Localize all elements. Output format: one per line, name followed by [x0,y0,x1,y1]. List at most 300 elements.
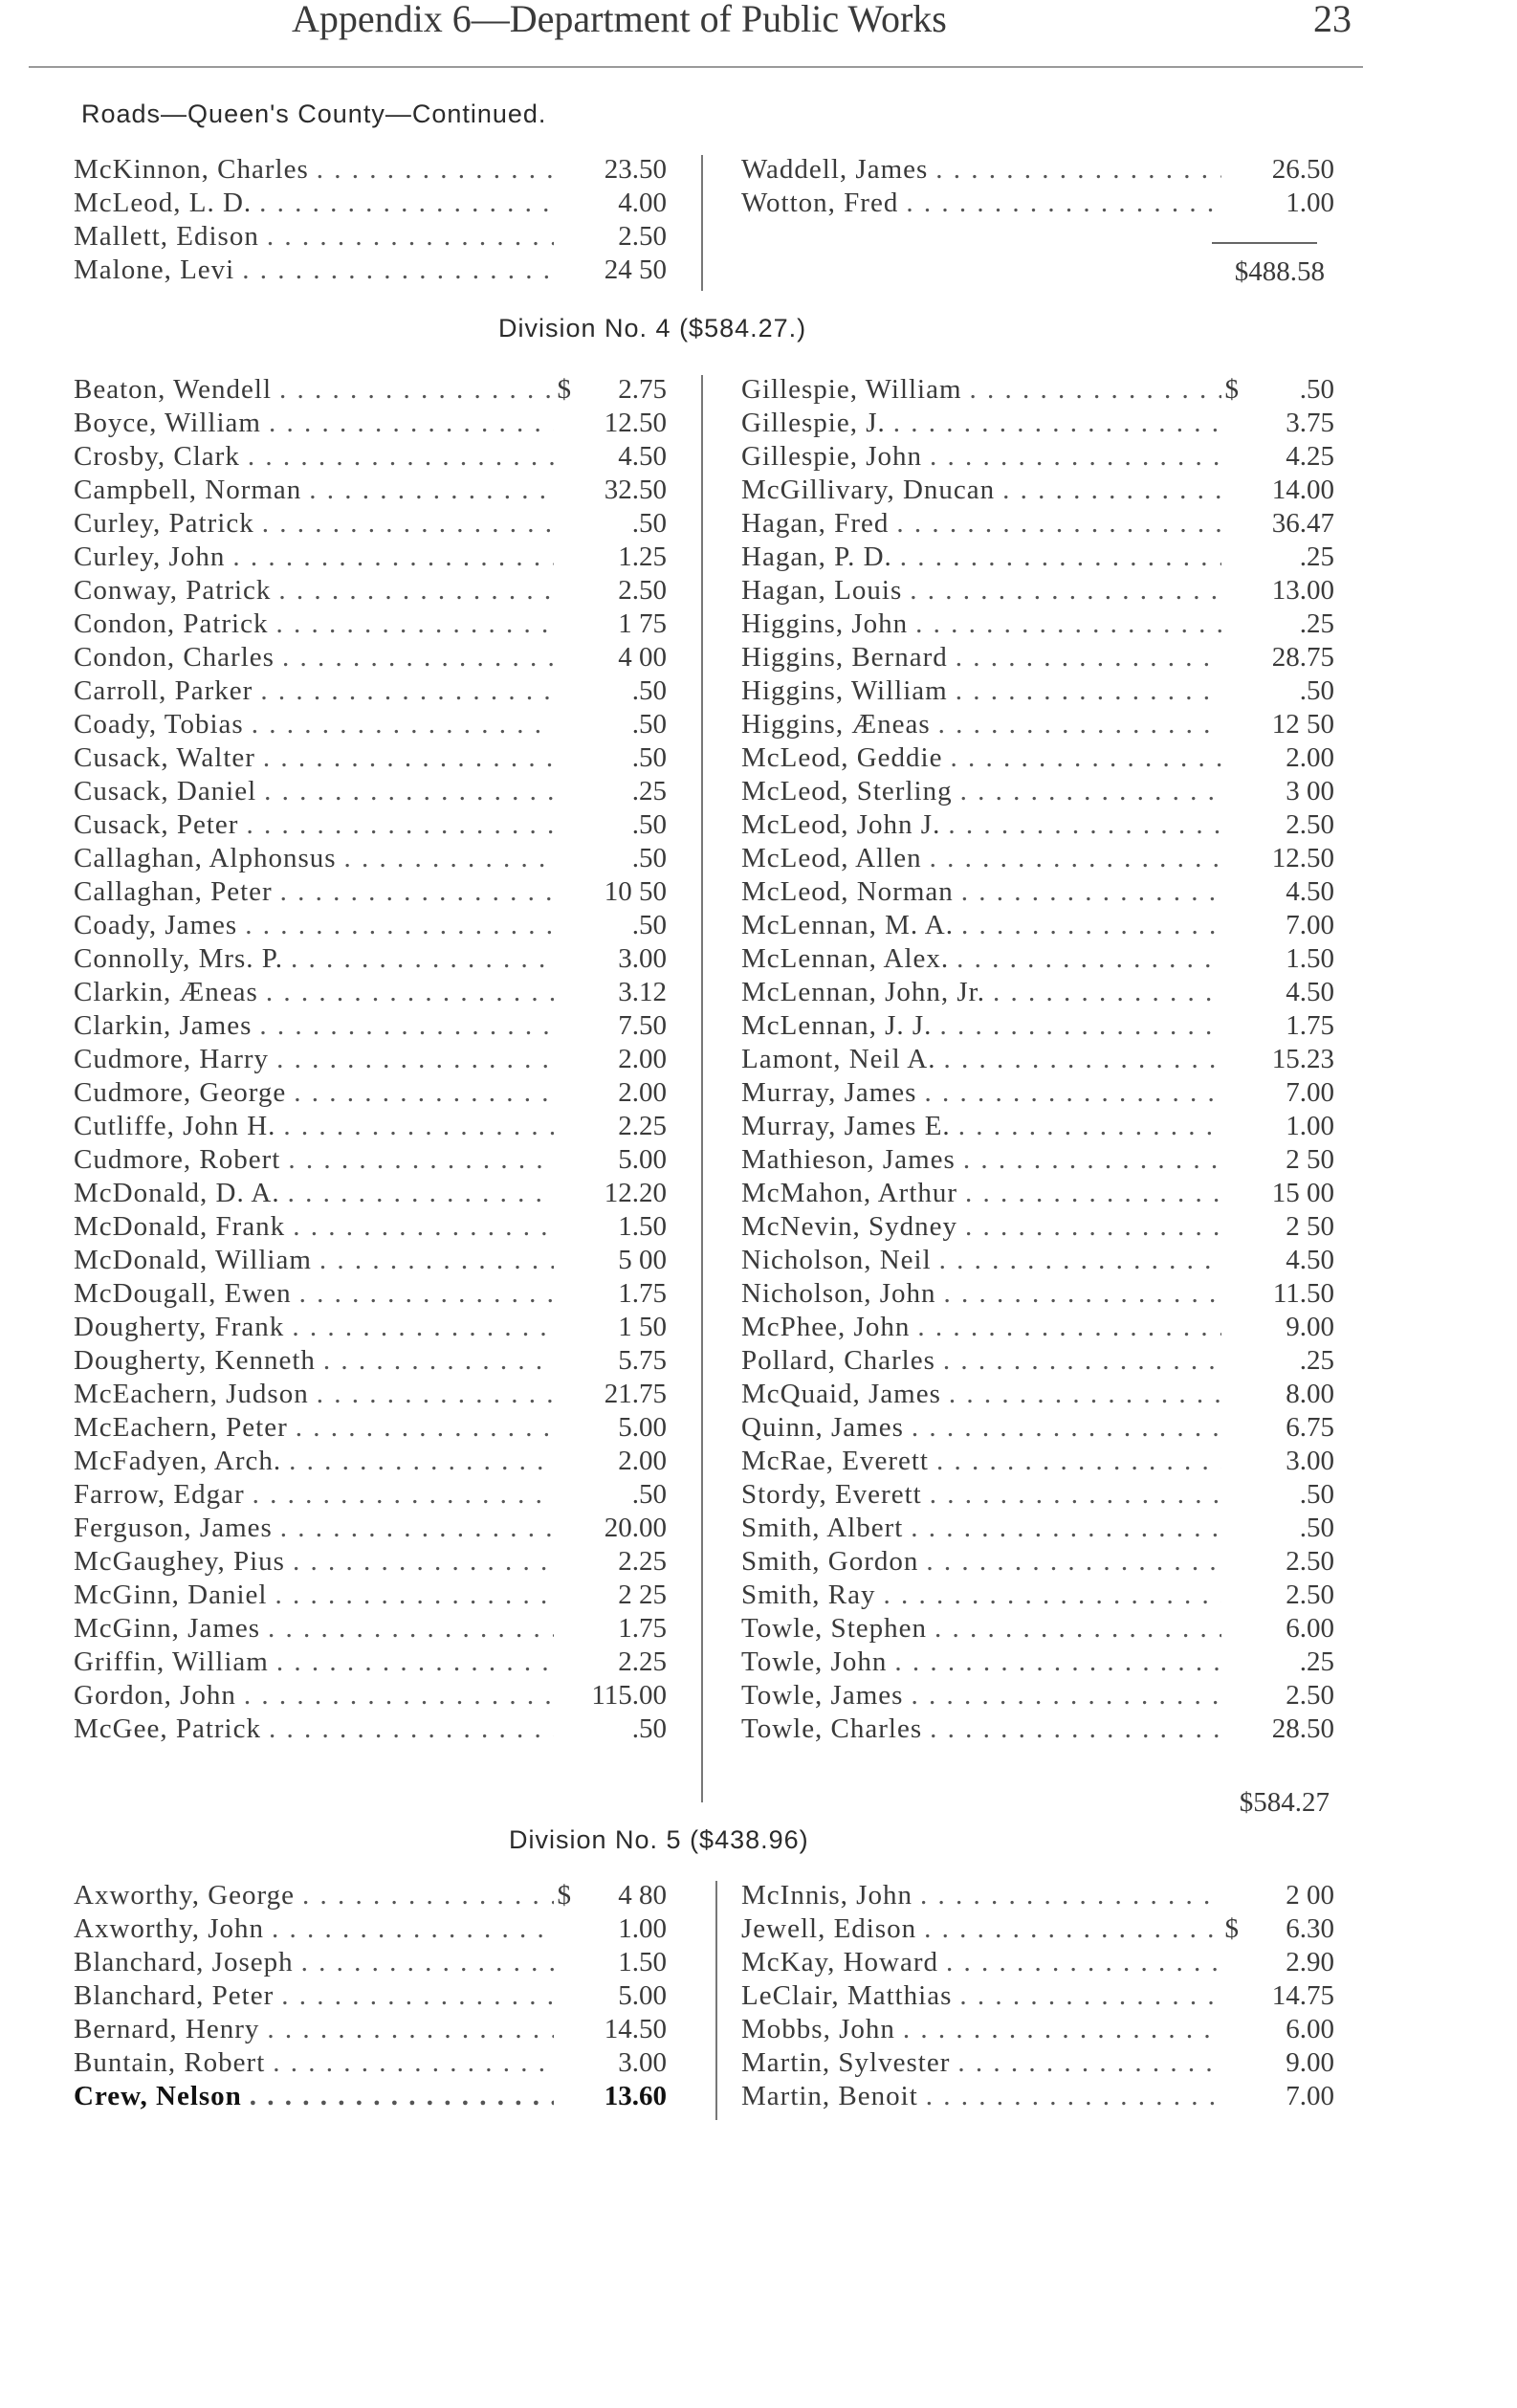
entry-name: Conway, Patrick [74,575,272,606]
entry-name: Bernard, Henry [74,2014,260,2044]
leader-dots [301,474,554,507]
entry-amount: 32.50 [604,475,667,505]
list-item [741,373,1334,407]
entry-amount: 5.00 [618,1144,667,1175]
entry-name: Curley, Patrick [74,508,254,539]
list-item [741,1879,1334,1912]
entry-name: McDonald, Frank [74,1211,286,1242]
entry-amount: 6.75 [1286,1412,1334,1443]
entry-name: McLeod, Allen [741,843,922,873]
section-heading-roads: Roads—Queen's County—Continued. [81,99,547,128]
entry-amount: .25 [1299,1646,1334,1677]
entry-name: Clarkin, James [74,1010,253,1041]
list-item [741,507,1334,541]
entry-amount: 115.00 [591,1680,667,1711]
division-5-right-list [741,1879,1334,2113]
list-item [74,407,667,440]
entry-amount: 1.75 [618,1613,667,1644]
leader-dots [956,1143,1221,1177]
entry-amount: 2.50 [1286,1580,1334,1610]
leader-dots [256,775,554,808]
entry-amount: 2.75 [618,374,667,405]
leader-dots [252,187,554,220]
leader-dots [271,574,554,608]
leader-dots [236,1679,554,1712]
leader-dots [337,842,554,875]
entry-name: Smith, Ray [741,1580,876,1610]
division-4-right-list [741,373,1334,1746]
list-item [74,474,667,507]
entry-name: McPhee, John [741,1312,911,1342]
leader-dots [916,1912,1221,1946]
entry-name: Towle, Charles [741,1713,923,1744]
entry-name: Higgins, John [741,608,909,639]
list-item [741,2046,1334,2080]
entry-name: Nicholson, Neil [741,1245,932,1275]
page-header [29,0,1368,42]
entry-name: Martin, Benoit [741,2081,918,2111]
list-item [74,373,667,407]
entry-amount: 6.00 [1286,1613,1334,1644]
list-item [741,808,1334,842]
list-item [74,440,667,474]
entry-amount: 14.00 [1271,475,1334,505]
entry-amount: 5.00 [618,1980,667,2011]
entry-amount: .50 [631,1479,667,1510]
list-item [74,1445,667,1478]
entry-name: Ferguson, James [74,1513,273,1543]
leader-dots [954,909,1221,942]
leader-dots [285,1210,554,1244]
leader-dots [245,1478,554,1512]
leader-dots [309,153,554,187]
entry-amount: 4.50 [1286,1245,1334,1275]
column-divider [715,1881,717,2120]
list-item [741,708,1334,741]
entry-name: Crosby, Clark [74,441,240,472]
entry-amount: 7.50 [618,1010,667,1041]
list-item [741,1143,1334,1177]
list-item [74,976,667,1009]
leader-dots [932,1009,1221,1043]
entry-amount: 7.00 [1286,1077,1334,1108]
entry-amount: 2 50 [1286,1144,1334,1175]
section-heading-division-4: Division No. 4 ($584.27.) [498,314,807,342]
leader-dots [886,407,1221,440]
list-item [741,1579,1334,1612]
entry-amount: .50 [631,675,667,706]
entry-name: Callaghan, Peter [74,876,273,907]
entry-name: McLeod, Sterling [741,776,953,806]
entry-amount: 1.50 [618,1947,667,1977]
list-item [741,541,1334,574]
entry-amount: 2.25 [618,1111,667,1141]
entry-amount: 12.20 [604,1178,667,1208]
entry-amount: 3.00 [618,2047,667,2078]
list-item [74,1110,667,1143]
leader-dots [273,875,554,909]
entry-name: Hagan, Louis [741,575,903,606]
entry-name: Malone, Levi [74,254,235,285]
entry-name: McDonald, D. A. [74,1178,280,1208]
leader-dots [903,1679,1221,1712]
leader-dots [264,1912,554,1946]
leader-dots [952,1979,1221,2013]
list-item [741,153,1334,187]
entry-name: Cudmore, Robert [74,1144,281,1175]
leader-dots [895,2013,1221,2046]
list-item [74,741,667,775]
entry-amount: .50 [631,809,667,840]
list-item [741,407,1334,440]
list-item [74,1210,667,1244]
entry-amount: 1.75 [1286,1010,1334,1041]
list-item [74,254,667,287]
leader-dots [957,1210,1221,1244]
entry-name: Mobbs, John [741,2014,895,2044]
list-item [74,942,667,976]
leader-dots [962,373,1221,407]
division-4-left-list [74,373,667,1746]
entry-name: McKinnon, Charles [74,154,309,185]
entry-name: McDonald, William [74,1245,312,1275]
entry-name: Towle, James [741,1680,904,1711]
list-item [74,708,667,741]
entry-amount: .25 [1299,608,1334,639]
leader-dots [887,1646,1221,1679]
leader-dots [261,1712,554,1746]
entry-name: McEachern, Peter [74,1412,288,1443]
leader-dots [995,474,1221,507]
entry-name: Waddell, James [741,154,929,185]
entry-amount: 1 50 [618,1312,667,1342]
leader-dots [261,407,554,440]
list-item [74,541,667,574]
leader-dots [932,1244,1221,1277]
list-item [741,1009,1334,1043]
entry-name: McLennan, Alex. [741,943,950,974]
entry-amount: 14.75 [1271,1980,1334,2011]
entry-amount: 1.00 [1286,188,1334,218]
entry-amount: 2 25 [618,1580,667,1610]
entry-amount: 2 00 [1286,1880,1334,1911]
list-item [74,507,667,541]
leader-dots [892,541,1221,574]
leader-dots [918,1545,1221,1579]
list-item [74,1912,667,1946]
leader-dots [889,507,1221,541]
entry-name: Axworthy, John [74,1913,265,1944]
entry-amount: 7.00 [1286,2081,1334,2111]
leader-dots [260,1612,554,1646]
list-item [741,909,1334,942]
leader-dots [928,153,1221,187]
entry-name: McDougall, Ewen [74,1278,292,1309]
entry-name: Coady, James [74,910,238,940]
leader-dots [272,373,554,407]
entry-amount: 2.50 [1286,809,1334,840]
entry-name: McGinn, Daniel [74,1580,268,1610]
entry-amount: 5.00 [618,1412,667,1443]
entry-amount: 3.12 [618,977,667,1007]
entry-amount: 4.50 [618,441,667,472]
entry-amount: 4.50 [1286,876,1334,907]
list-item [741,1076,1334,1110]
entry-amount: 13.60 [604,2081,667,2111]
entry-name: McLennan, M. A. [741,910,954,940]
entry-amount: 2.00 [1286,742,1334,773]
list-item [74,1378,667,1411]
leader-dots [286,1076,554,1110]
entry-name: Mallett, Edison [74,221,259,252]
list-item [74,1579,667,1612]
entry-name: Dougherty, Frank [74,1312,285,1342]
entry-amount: 26.50 [1271,154,1334,185]
entry-amount: 12 50 [1271,709,1334,740]
entry-amount: .50 [1299,374,1334,405]
list-item [741,1912,1334,1946]
entry-name: Curley, John [74,541,226,572]
entry-name: Hagan, Fred [741,508,890,539]
list-item [74,1712,667,1746]
leader-dots [922,440,1221,474]
entry-name: Quinn, James [741,1412,904,1443]
leader-dots [938,1946,1221,1979]
entry-amount: .50 [631,709,667,740]
division-4-total: $584.27 [1239,1787,1330,1818]
entry-name: Towle, Stephen [741,1613,927,1644]
entry-name: Blanchard, Joseph [74,1947,294,1977]
leader-dots [269,1043,554,1076]
entry-name: McLeod, John J. [741,809,941,840]
leader-dots [259,220,554,254]
list-item [741,641,1334,674]
entry-amount: 2.00 [618,1077,667,1108]
list-item [741,674,1334,708]
entry-amount: 20.00 [604,1513,667,1543]
entry-name: McGinn, James [74,1613,261,1644]
entry-amount: 9.00 [1286,2047,1334,2078]
entry-amount: 4 80 [618,1880,667,1911]
entry-name: Towle, John [741,1646,888,1677]
list-item [741,1979,1334,2013]
entry-name: McQuaid, James [741,1379,941,1409]
leader-dots [280,1143,554,1177]
leader-dots [903,1512,1221,1545]
list-item [74,574,667,608]
entry-amount: 8.00 [1286,1379,1334,1409]
entry-amount: 1.25 [618,541,667,572]
leader-dots [280,1177,554,1210]
entry-name: McLennan, J. J. [741,1010,933,1041]
entry-name: Lamont, Neil A. [741,1044,936,1074]
leader-dots [912,1879,1221,1912]
entry-amount: 2.25 [618,1646,667,1677]
sum-rule [1212,242,1317,244]
entry-name: Connolly, Mrs. P. [74,943,283,974]
entry-amount: 4.00 [618,188,667,218]
entry-amount: 2 50 [1286,1211,1334,1242]
entry-name: Callaghan, Alphonsus [74,843,337,873]
list-item [741,1946,1334,1979]
leader-dots [876,1579,1221,1612]
list-item [741,1679,1334,1712]
entry-name: Smith, Albert [741,1513,904,1543]
list-item [741,2013,1334,2046]
list-item [741,1512,1334,1545]
column-divider [701,375,703,1802]
entry-amount: 3.75 [1286,408,1334,438]
leader-dots [316,1344,554,1378]
entry-amount: 36.47 [1271,508,1334,539]
entry-amount: .50 [1299,675,1334,706]
list-item [741,574,1334,608]
entry-amount: 15 00 [1271,1178,1334,1208]
entry-name: Murray, James E. [741,1111,951,1141]
list-item [74,1946,667,1979]
list-item [74,641,667,674]
list-item [741,1378,1334,1411]
entry-amount: 4 00 [618,642,667,673]
entry-amount: 21.75 [604,1379,667,1409]
leader-dots [275,1110,554,1143]
leader-dots [234,254,554,287]
entry-name: Jewell, Edison [741,1913,917,1944]
entry-amount: 1 75 [618,608,667,639]
entry-name: Axworthy, George [74,1880,296,1911]
leader-dots [916,1076,1221,1110]
list-item [74,909,667,942]
page-number: 23 [1313,0,1352,40]
entry-amount: 2.50 [1286,1680,1334,1711]
list-item [741,1210,1334,1244]
entry-name: Cudmore, George [74,1077,287,1108]
list-item [74,187,667,220]
leader-dots [273,1512,554,1545]
entry-amount: 4.25 [1286,441,1334,472]
list-item [74,842,667,875]
list-item [741,1478,1334,1512]
entry-name: Coady, Tobias [74,709,244,740]
leader-dots [312,1244,554,1277]
entry-name: McLeod, Norman [741,876,954,907]
leader-dots [252,1009,554,1043]
entry-amount: 2.25 [618,1546,667,1577]
entry-name: Wotton, Fred [741,188,899,218]
entry-name: Higgins, Æneas [741,709,931,740]
entry-amount: 3.00 [1286,1446,1334,1476]
leader-dots [948,641,1221,674]
list-item [74,1879,667,1912]
entry-name: McGillivary, Dnucan [741,475,996,505]
leader-dots [951,1110,1221,1143]
leader-dots [274,1979,554,2013]
list-item [741,608,1334,641]
list-item [74,608,667,641]
leader-dots [908,608,1221,641]
entry-name: Beaton, Wendell [74,374,273,405]
list-item [741,1612,1334,1646]
entry-name: McMahon, Arthur [741,1178,958,1208]
list-item [74,220,667,254]
list-item [741,1110,1334,1143]
list-item [741,741,1334,775]
entry-name: Campbell, Norman [74,475,302,505]
entry-name: Murray, James [741,1077,917,1108]
entry-name: Higgins, Bernard [741,642,948,673]
top-right-list [741,153,1334,220]
list-item [741,1244,1334,1277]
entry-amount: 28.75 [1271,642,1334,673]
entry-name: Condon, Charles [74,642,275,673]
leader-dots [258,976,554,1009]
entry-amount: 7.00 [1286,910,1334,940]
entry-amount: 6.00 [1286,2014,1334,2044]
list-item [741,1646,1334,1679]
entry-amount: 3.00 [618,943,667,974]
list-item [741,1411,1334,1445]
entry-name: Buntain, Robert [74,2047,266,2078]
entry-name: Higgins, William [741,675,948,706]
leader-dots [941,1378,1221,1411]
list-item [741,875,1334,909]
entry-name: Cusack, Daniel [74,776,257,806]
entry-amount: 2.50 [1286,1546,1334,1577]
leader-dots [283,942,554,976]
list-item [74,1311,667,1344]
list-item [74,1043,667,1076]
list-item [74,1076,667,1110]
page-title: Appendix 6—Department of Public Works [292,0,947,40]
entry-name: McLeod, L. D. [74,188,253,218]
list-item [74,1478,667,1512]
entry-amount: 23.50 [604,154,667,185]
entry-name: Gordon, John [74,1680,236,1711]
entry-amount: 1.00 [1286,1111,1334,1141]
entry-name: Hagan, P. D. [741,541,892,572]
entry-name: Cusack, Peter [74,809,239,840]
leader-dots [904,1411,1221,1445]
leader-dots [240,440,554,474]
list-item [741,474,1334,507]
entry-amount: 2.50 [618,575,667,606]
leader-dots [910,1311,1221,1344]
entry-name: Carroll, Parker [74,675,253,706]
entry-name: Gillespie, William [741,374,962,405]
entry-amount: 6.30 [1286,1913,1334,1944]
entry-name: Gillespie, J. [741,408,886,438]
leader-dots [943,741,1222,775]
leader-dots [294,1946,554,1979]
entry-amount: .50 [1299,1513,1334,1543]
list-item [741,775,1334,808]
leader-dots [267,1579,554,1612]
list-item [74,1411,667,1445]
entry-name: Cutliffe, John H. [74,1111,276,1141]
currency-sign: $ [1224,1913,1239,1944]
leader-dots [918,2080,1221,2113]
list-item [741,1277,1334,1311]
leader-dots [935,1344,1221,1378]
leader-dots [898,187,1221,220]
entry-amount: 12.50 [604,408,667,438]
leader-dots [254,507,554,541]
entry-amount: 9.00 [1286,1312,1334,1342]
leader-dots [309,1378,554,1411]
leader-dots [954,875,1221,909]
currency-sign: $ [557,1880,571,1911]
leader-dots [922,1478,1221,1512]
